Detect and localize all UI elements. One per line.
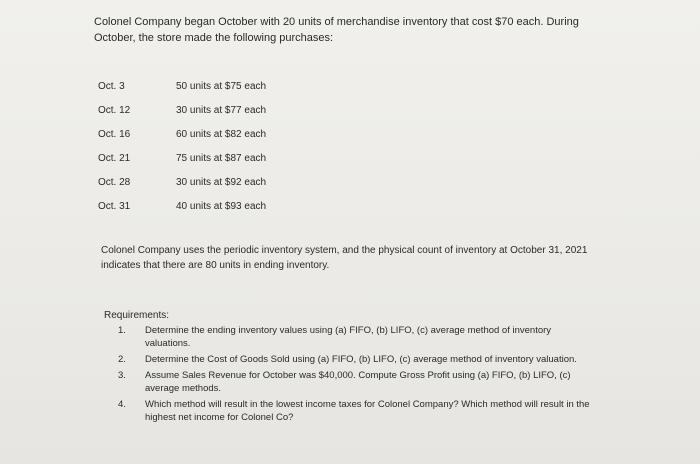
requirement-text: Which method will result in the lowest income taxes for Colonel Company? Which method will result in the highest net income for Colonel Co?: [145, 399, 590, 423]
purchase-date: Oct. 31: [98, 201, 131, 212]
purchase-date: Oct. 21: [98, 153, 131, 164]
requirement-number: 3.: [118, 370, 126, 381]
requirement-item: [118, 398, 598, 424]
periodic-system-paragraph: Colonel Company uses the periodic inventory system, and the physical count of inventory at October 31, 2021 indicates that there are 80 units in ending inventory.: [101, 245, 588, 271]
purchase-description: 30 units at $77 each: [176, 105, 267, 116]
purchase-description: 30 units at $92 each: [176, 177, 267, 188]
purchase-description: 40 units at $93 each: [176, 201, 267, 212]
requirement-item: [118, 324, 598, 350]
requirement-item: [118, 353, 598, 366]
requirement-text: Determine the ending inventory values using (a) FIFO, (b) LIFO, (c) average method of inventory valuations.: [145, 325, 552, 349]
requirement-text: Assume Sales Revenue for October was $40,000. Compute Gross Profit using (a) FIFO, (b) LIFO, (c) average methods.: [145, 370, 571, 394]
purchase-date: Oct. 3: [98, 81, 125, 92]
requirement-number: 1.: [118, 325, 126, 336]
requirements-heading: Requirements:: [104, 310, 170, 321]
purchase-date: Oct. 16: [98, 129, 131, 140]
requirements-list: [118, 324, 598, 427]
requirement-text: Determine the Cost of Goods Sold using (a) FIFO, (b) LIFO, (c) average method of inventory valuation.: [145, 354, 577, 365]
intro-paragraph: Colonel Company began October with 20 units of merchandise inventory that cost $70 each. During October, the store made the following purchases:: [94, 16, 579, 44]
requirement-number: 4.: [118, 399, 126, 410]
requirement-number: 2.: [118, 354, 126, 365]
purchase-date: Oct. 28: [98, 177, 131, 188]
purchase-date: Oct. 12: [98, 105, 131, 116]
purchase-description: 50 units at $75 each: [176, 81, 267, 92]
purchase-description: 60 units at $82 each: [176, 129, 267, 140]
requirement-item: [118, 369, 598, 395]
purchase-description: 75 units at $87 each: [176, 153, 267, 164]
